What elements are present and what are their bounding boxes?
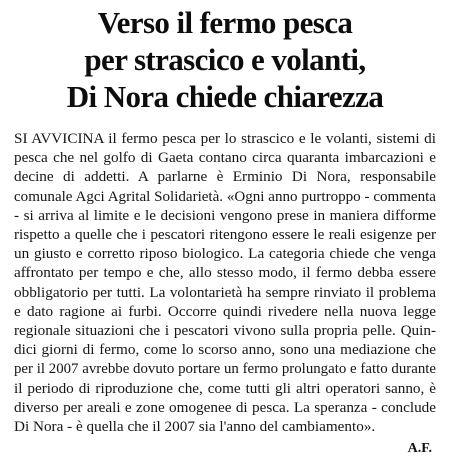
headline-line: Di Nora chiede chiarezza	[66, 79, 384, 114]
article-headline	[14, 4, 436, 115]
body-line: Di Nora - è quella che il 2007 sia l'anno del cambiamento».	[14, 418, 376, 436]
body-line: obbligatorio per tutti. La volontarietà ha sempre rinviato il problema	[14, 283, 436, 301]
body-line: rispetto a quelle che i pescatori ritengono essere le reali esigenze per	[14, 226, 436, 244]
author-signature: A.F.	[407, 441, 432, 456]
body-line: e dato ragione ai furbi. Occorre quindi rivedere nella nuova legge	[14, 302, 436, 320]
body-line: dici giorni di fermo, come lo scorso anno, sono una mediazione che	[14, 341, 436, 359]
body-line: per il 2007 avrebbe dovuto portare un fermo prolungato e fatto durante	[14, 360, 436, 378]
body-line: pesca che nel golfo di Gaeta contano circa quaranta imbarcazioni e	[14, 149, 436, 167]
body-line: affrontato per tempo e che, allo stesso modo, il fermo debba essere	[14, 264, 436, 282]
body-line: diverso per areali e zone omogenee di pesca. La speranza - conclude	[14, 398, 436, 416]
body-line: il periodo di riproduzione che, come tutti gli altri operatori sanno, è	[14, 379, 436, 397]
body-line: un giusto e corretto riposo biologico. La categoria chiede che venga	[14, 245, 436, 263]
article-body	[14, 129, 436, 436]
body-line: SI AVVICINA il fermo pesca per lo strascico e le volanti, sistemi di	[14, 130, 436, 147]
body-line: comunale Agci Agrital Solidarietà. «Ogni anno purtroppo - commenta	[14, 187, 436, 205]
headline-line: per strascico e volanti,	[84, 42, 366, 77]
body-line: regionale situazioni che i pescatori vivono sulla propria pelle. Quin-	[14, 322, 436, 340]
body-line: - si arriva al limite e le decisioni vengono prese in maniera difforme	[14, 206, 436, 224]
body-line: decine di addetti. A parlarne è Erminio Di Nora, responsabile	[14, 168, 436, 186]
headline-line: Verso il fermo pesca	[97, 5, 353, 40]
